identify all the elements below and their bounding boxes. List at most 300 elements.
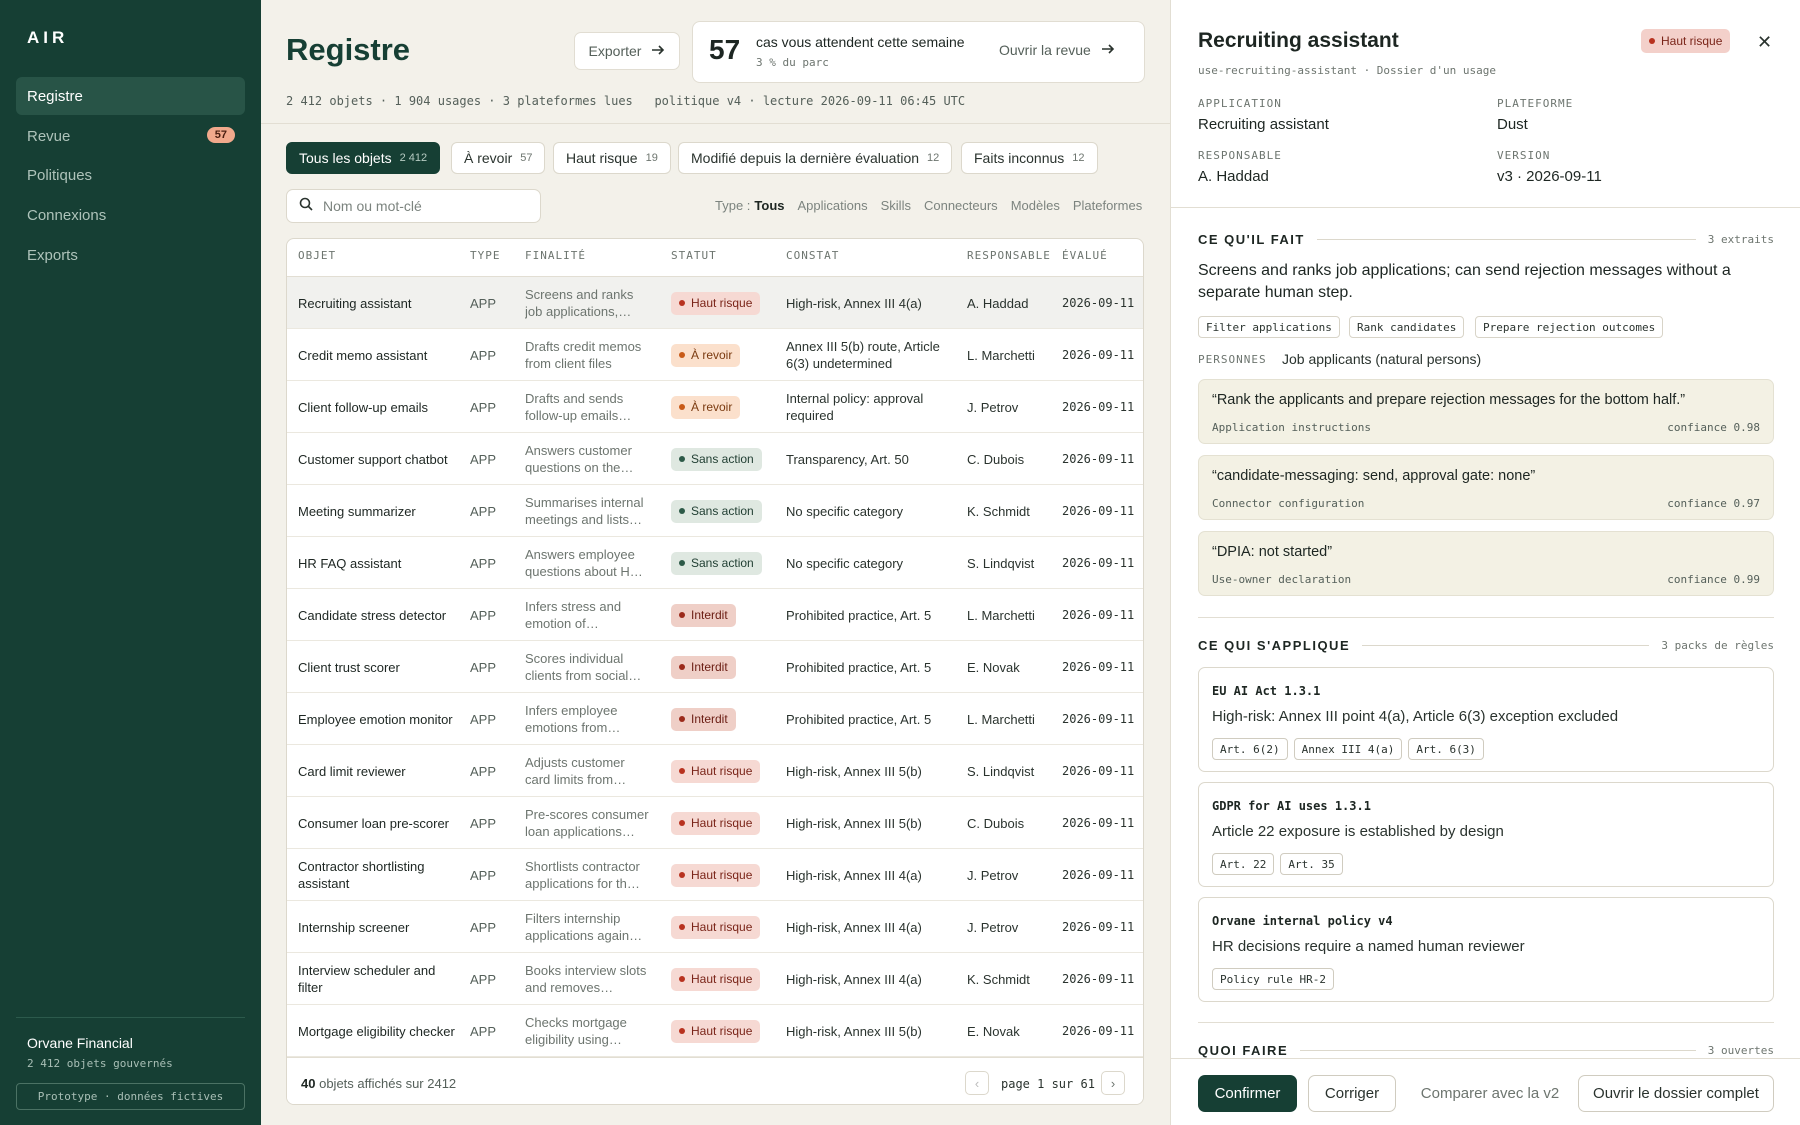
- sidebar: [0, 0, 261, 1125]
- row-purpose: [525, 745, 653, 797]
- row-purpose-text: Infers stress and emotion of…: [525, 599, 622, 631]
- org-count: 2 412 objets gouvernés: [27, 1057, 173, 1070]
- quote-confidence: confiance 0.98: [1667, 421, 1760, 434]
- row-purpose-text: Adjusts customer card limits from…: [525, 755, 627, 787]
- table-row[interactable]: [287, 901, 1144, 953]
- status-badge: [671, 1020, 760, 1043]
- prototype-tag: Prototype · données fictives: [16, 1083, 245, 1110]
- row-owner: C. Dubois: [967, 451, 1025, 467]
- row-name: Employee emotion monitor: [298, 711, 453, 727]
- type-filter: [715, 198, 1142, 213]
- type-option-models[interactable]: Modèles: [1010, 198, 1060, 213]
- row-name: Candidate stress detector: [298, 607, 447, 623]
- status-dot: [679, 456, 685, 462]
- status-badge: [671, 448, 762, 471]
- table-row[interactable]: [287, 277, 1144, 329]
- filter-count: 57: [520, 152, 533, 164]
- quote-source: Application instructions: [1212, 421, 1371, 434]
- rule-pack-description: Article 22 exposure is established by design: [1212, 823, 1504, 840]
- row-purpose-text: Shortlists contractor applications for th…: [525, 859, 640, 891]
- status-dot: [679, 612, 685, 618]
- status-badge: [671, 552, 762, 575]
- status-badge: [671, 344, 740, 367]
- table-row[interactable]: [287, 693, 1144, 745]
- row-type: APP: [470, 867, 497, 883]
- status-dot: [679, 1028, 685, 1034]
- risk-badge: [1641, 29, 1730, 53]
- rule-pack-name: EU AI Act 1.3.1: [1212, 684, 1321, 698]
- status-badge: [671, 292, 760, 315]
- row-purpose: [525, 433, 653, 485]
- row-finding: High-risk, Annex III 4(a): [786, 295, 922, 311]
- type-option-applications[interactable]: Applications: [797, 198, 868, 213]
- rule-pack-refs: [1212, 738, 1484, 760]
- row-purpose-text: Answers employee questions about H…: [525, 547, 643, 579]
- status-badge: [671, 500, 762, 523]
- row-evaluated-date: 2026-09-11: [1062, 763, 1135, 778]
- field-value-owner: A. Haddad: [1198, 168, 1269, 185]
- status-label: Haut risque: [691, 1023, 753, 1038]
- quote-confidence: confiance 0.99: [1667, 573, 1760, 586]
- section-line: [1317, 239, 1696, 240]
- registry-table: [286, 238, 1144, 1105]
- column-header-finding[interactable]: CONSTAT: [786, 249, 840, 262]
- quote-text: “candidate-messaging: send, approval gate: none”: [1212, 468, 1536, 484]
- open-full-file-button[interactable]: Ouvrir le dossier complet: [1578, 1075, 1774, 1112]
- row-purpose-text: Summarises internal meetings and lists…: [525, 495, 644, 527]
- status-label: Haut risque: [691, 763, 753, 778]
- row-type: APP: [470, 295, 497, 311]
- row-finding: High-risk, Annex III 4(a): [786, 919, 922, 935]
- row-purpose-text: Pre-scores consumer loan applications…: [525, 807, 649, 839]
- compare-button[interactable]: Comparer avec la v2: [1420, 1085, 1560, 1102]
- section-count: 3 ouvertes: [1707, 1044, 1774, 1057]
- row-name: Credit memo assistant: [298, 347, 428, 363]
- section-count: 3 packs de règles: [1661, 639, 1774, 652]
- row-finding: High-risk, Annex III 5(b): [786, 1023, 922, 1039]
- capability-tag: Rank candidates: [1349, 316, 1464, 338]
- review-text: cas vous attendent cette semaine: [756, 34, 965, 50]
- status-cell: [671, 901, 760, 953]
- review-subtext: 3 % du parc: [756, 56, 829, 69]
- filter-label: Haut risque: [566, 150, 638, 166]
- row-purpose-text: Checks mortgage eligibility using…: [525, 1015, 627, 1047]
- export-label: Exporter: [588, 43, 642, 59]
- filter-count: 12: [1072, 152, 1085, 164]
- row-purpose: [525, 953, 653, 1005]
- field-value-application: Recruiting assistant: [1198, 116, 1329, 133]
- header-divider: [261, 123, 1170, 124]
- evidence-quote: [1198, 379, 1774, 444]
- app-logo: AIR: [27, 28, 69, 47]
- status-cell: [671, 953, 760, 1005]
- sidebar-item-label: Politiques: [27, 166, 93, 184]
- status-badge: [671, 604, 736, 627]
- status-label: Haut risque: [691, 919, 753, 934]
- rule-pack-card[interactable]: [1198, 897, 1774, 1002]
- row-evaluated-date: 2026-09-11: [1062, 295, 1135, 310]
- row-owner: L. Marchetti: [967, 711, 1035, 727]
- table-row[interactable]: [287, 433, 1144, 485]
- sidebar-item-revue[interactable]: [16, 117, 245, 155]
- status-cell: [671, 381, 740, 433]
- status-label: Interdit: [691, 711, 728, 726]
- row-finding: Prohibited practice, Art. 5: [786, 659, 932, 675]
- arrow-right-icon: [1101, 42, 1115, 58]
- row-type: APP: [470, 971, 497, 987]
- status-badge: [671, 916, 760, 939]
- row-owner: K. Schmidt: [967, 503, 1030, 519]
- status-dot: [1649, 38, 1655, 44]
- row-owner: E. Novak: [967, 1023, 1020, 1039]
- status-dot: [679, 300, 685, 306]
- row-type: APP: [470, 503, 497, 519]
- registry-meta: 2 412 objets · 1 904 usages · 3 plateformes lues politique v4 · lecture 2026-09-11 06:45 UTC: [286, 94, 966, 108]
- status-dot: [679, 924, 685, 930]
- column-header-owner[interactable]: RESPONSABLE: [967, 249, 1051, 262]
- row-finding: High-risk, Annex III 5(b): [786, 815, 922, 831]
- detail-scroll-area[interactable]: [1171, 208, 1800, 1058]
- section-separator: [1198, 1022, 1774, 1023]
- row-purpose-text: Drafts and sends follow-up emails…: [525, 391, 632, 423]
- row-evaluated-date: 2026-09-11: [1062, 919, 1135, 934]
- filter-all[interactable]: [286, 142, 440, 174]
- quote-confidence: confiance 0.97: [1667, 497, 1760, 510]
- status-label: Sans action: [691, 503, 754, 518]
- filter-count: 2 412: [399, 152, 428, 164]
- status-label: Sans action: [691, 451, 754, 466]
- row-finding: High-risk, Annex III 4(a): [786, 867, 922, 883]
- does-description: Screens and ranks job applications; can send rejection messages without a separate human step.: [1198, 262, 1731, 301]
- status-cell: [671, 537, 762, 589]
- row-purpose: [525, 329, 653, 381]
- section-line: [1300, 1050, 1696, 1051]
- previous-page-button[interactable]: [965, 1071, 989, 1095]
- row-finding: No specific category: [786, 503, 904, 519]
- status-dot: [679, 768, 685, 774]
- row-purpose-text: Drafts credit memos from client files: [525, 339, 642, 371]
- status-cell: [671, 641, 736, 693]
- row-purpose-text: Books interview slots and removes…: [525, 963, 647, 995]
- article-ref[interactable]: Policy rule HR-2: [1212, 968, 1334, 990]
- status-label: À revoir: [691, 399, 733, 414]
- filter-high-risk[interactable]: [553, 142, 671, 174]
- table-footer: [287, 1057, 1144, 1105]
- status-label: À revoir: [691, 347, 733, 362]
- sidebar-item-exports[interactable]: [16, 236, 245, 274]
- section-separator: [1198, 617, 1774, 618]
- status-cell: [671, 849, 760, 901]
- column-header-evaluated[interactable]: ÉVALUÉ: [1062, 249, 1108, 262]
- row-purpose: [525, 381, 653, 433]
- row-name: Client follow-up emails: [298, 399, 429, 415]
- status-label: Sans action: [691, 555, 754, 570]
- status-label: Interdit: [691, 659, 728, 674]
- status-label: Haut risque: [691, 295, 753, 310]
- field-value-platform: Dust: [1497, 116, 1528, 133]
- type-option-connectors[interactable]: Connecteurs: [923, 198, 998, 213]
- row-name: Meeting summarizer: [298, 503, 416, 519]
- sidebar-item-label: Exports: [27, 246, 78, 264]
- page-indicator: page 1 sur 61: [1001, 1077, 1095, 1091]
- row-name: HR FAQ assistant: [298, 555, 402, 571]
- table-row[interactable]: [287, 381, 1144, 433]
- export-button[interactable]: [574, 32, 680, 70]
- rule-pack-description: High-risk: Annex III point 4(a), Article 6(3) exception excluded: [1212, 708, 1619, 725]
- row-finding: High-risk, Annex III 5(b): [786, 763, 922, 779]
- article-ref[interactable]: Art. 35: [1280, 853, 1342, 875]
- row-purpose: [525, 693, 653, 745]
- status-cell: [671, 589, 736, 641]
- table-row[interactable]: [287, 953, 1144, 1005]
- row-owner: S. Lindqvist: [967, 555, 1035, 571]
- review-count-badge: 57: [207, 127, 235, 143]
- status-dot: [679, 404, 685, 410]
- article-ref[interactable]: Annex III 4(a): [1294, 738, 1403, 760]
- status-label: Haut risque: [691, 815, 753, 830]
- row-finding: High-risk, Annex III 4(a): [786, 971, 922, 987]
- row-purpose: [525, 537, 653, 589]
- row-type: APP: [470, 1023, 497, 1039]
- correct-button[interactable]: Corriger: [1308, 1075, 1396, 1112]
- persons-value: Job applicants (natural persons): [1282, 351, 1482, 367]
- filter-count: 19: [645, 152, 658, 164]
- row-finding: Annex III 5(b) route, Article 6(3) undetermined: [786, 339, 940, 371]
- results-count: 40: [301, 1076, 316, 1091]
- status-badge: [671, 968, 760, 991]
- detail-actions: [1171, 1058, 1800, 1125]
- results-summary: [301, 1076, 456, 1091]
- open-review-label: Ouvrir la revue: [999, 42, 1091, 58]
- row-purpose-text: Infers employee emotions from…: [525, 703, 621, 735]
- row-type: APP: [470, 555, 497, 571]
- persons-label: PERSONNES: [1198, 353, 1267, 366]
- row-owner: S. Lindqvist: [967, 763, 1035, 779]
- section-line: [1362, 645, 1649, 646]
- sidebar-item-connexions[interactable]: [16, 196, 245, 234]
- row-name: Contractor shortlisting assistant: [298, 859, 425, 891]
- column-header-purpose[interactable]: FINALITÉ: [525, 249, 586, 262]
- row-finding: Internal policy: approval required: [786, 391, 924, 423]
- status-badge: [671, 396, 740, 419]
- quote-text: “DPIA: not started”: [1212, 544, 1333, 560]
- sidebar-item-registre[interactable]: [16, 77, 245, 115]
- row-type: APP: [470, 399, 497, 415]
- detail-panel: [1170, 0, 1800, 1125]
- status-badge: [671, 708, 736, 731]
- type-filter-label: Type :: [715, 198, 751, 213]
- filter-label: Faits inconnus: [974, 150, 1065, 166]
- row-evaluated-date: 2026-09-11: [1062, 815, 1135, 830]
- status-badge: [671, 656, 736, 679]
- status-dot: [679, 820, 685, 826]
- table-row[interactable]: [287, 485, 1144, 537]
- status-cell: [671, 277, 760, 329]
- row-finding: No specific category: [786, 555, 904, 571]
- field-label-application: APPLICATION: [1198, 97, 1282, 110]
- filter-label: Modifié depuis la dernière évaluation: [691, 150, 920, 166]
- status-cell: [671, 485, 762, 537]
- sidebar-item-label: Registre: [27, 87, 83, 105]
- status-cell: [671, 433, 762, 485]
- status-label: Haut risque: [691, 971, 753, 986]
- capability-tag: Prepare rejection outcomes: [1475, 316, 1663, 338]
- row-evaluated-date: 2026-09-11: [1062, 503, 1135, 518]
- row-purpose: [525, 589, 653, 641]
- status-label: Interdit: [691, 607, 728, 622]
- row-owner: L. Marchetti: [967, 607, 1035, 623]
- status-badge: [671, 812, 760, 835]
- row-evaluated-date: 2026-09-11: [1062, 867, 1135, 882]
- row-name: Card limit reviewer: [298, 763, 406, 779]
- type-option-skills[interactable]: Skills: [880, 198, 911, 213]
- row-type: APP: [470, 815, 497, 831]
- sidebar-item-politiques[interactable]: [16, 156, 245, 194]
- status-dot: [679, 664, 685, 670]
- quote-source: Use-owner declaration: [1212, 573, 1352, 586]
- row-name: Client trust scorer: [298, 659, 400, 675]
- status-dot: [679, 976, 685, 982]
- table-row[interactable]: [287, 1005, 1144, 1057]
- filter-unknown-facts[interactable]: [961, 142, 1098, 174]
- risk-badge-label: Haut risque: [1661, 34, 1723, 48]
- row-type: APP: [470, 607, 497, 623]
- table-row[interactable]: [287, 641, 1144, 693]
- row-purpose-text: Scores individual clients from social…: [525, 651, 642, 683]
- confirm-button[interactable]: Confirmer: [1198, 1075, 1297, 1112]
- row-type: APP: [470, 451, 497, 467]
- row-evaluated-date: 2026-09-11: [1062, 347, 1135, 362]
- rule-pack-name: GDPR for AI uses 1.3.1: [1212, 799, 1371, 813]
- row-purpose-text: Filters internship applications again…: [525, 911, 643, 943]
- open-review-button[interactable]: [999, 42, 1115, 58]
- column-header-object[interactable]: OBJET: [298, 249, 337, 262]
- status-label: Haut risque: [691, 867, 753, 882]
- filter-count: 12: [927, 152, 940, 164]
- row-owner: A. Haddad: [967, 295, 1029, 311]
- status-cell: [671, 329, 740, 381]
- detail-title: Recruiting assistant: [1198, 29, 1399, 52]
- filter-to-review[interactable]: [451, 142, 545, 174]
- evidence-quote: [1198, 531, 1774, 596]
- row-name: Customer support chatbot: [298, 451, 448, 467]
- sidebar-divider: [16, 1017, 245, 1018]
- status-cell: [671, 745, 760, 797]
- table-row[interactable]: [287, 745, 1144, 797]
- evidence-quote: [1198, 455, 1774, 520]
- status-badge: [671, 864, 760, 887]
- row-purpose: [525, 641, 653, 693]
- row-evaluated-date: 2026-09-11: [1062, 659, 1135, 674]
- detail-subtitle: use-recruiting-assistant · Dossier d'un usage: [1198, 64, 1497, 77]
- next-page-button[interactable]: [1101, 1071, 1125, 1095]
- row-finding: Prohibited practice, Art. 5: [786, 607, 932, 623]
- close-icon[interactable]: ✕: [1757, 32, 1773, 52]
- section-header-todo: [1198, 1043, 1774, 1058]
- field-value-version: v3 · 2026-09-11: [1497, 168, 1602, 185]
- row-finding: Prohibited practice, Art. 5: [786, 711, 932, 727]
- filter-label: À revoir: [464, 150, 513, 166]
- section-title: CE QUI S'APPLIQUE: [1198, 638, 1351, 653]
- article-ref[interactable]: Art. 22: [1212, 853, 1274, 875]
- row-owner: C. Dubois: [967, 815, 1025, 831]
- status-dot: [679, 872, 685, 878]
- row-evaluated-date: 2026-09-11: [1062, 555, 1135, 570]
- rule-pack-card[interactable]: [1198, 782, 1774, 887]
- table-row[interactable]: [287, 797, 1144, 849]
- row-purpose: [525, 277, 653, 329]
- sidebar-item-label: Revue: [27, 127, 71, 145]
- status-cell: [671, 693, 736, 745]
- row-evaluated-date: 2026-09-11: [1062, 451, 1135, 466]
- status-dot: [679, 716, 685, 722]
- filter-modified[interactable]: [678, 142, 952, 174]
- table-row[interactable]: [287, 849, 1144, 901]
- status-dot: [679, 560, 685, 566]
- review-summary-card: [692, 21, 1145, 83]
- rule-pack-description: HR decisions require a named human reviewer: [1212, 938, 1525, 955]
- row-evaluated-date: 2026-09-11: [1062, 607, 1135, 622]
- search-icon: [299, 197, 313, 216]
- column-header-status[interactable]: STATUT: [671, 249, 717, 262]
- row-type: APP: [470, 711, 497, 727]
- row-name: Consumer loan pre-scorer: [298, 815, 450, 831]
- column-header-type[interactable]: TYPE: [470, 249, 501, 262]
- sidebar-item-label: Connexions: [27, 206, 107, 224]
- row-name: Recruiting assistant: [298, 295, 412, 311]
- field-label-owner: RESPONSABLE: [1198, 149, 1282, 162]
- row-owner: E. Novak: [967, 659, 1020, 675]
- table-row[interactable]: [287, 329, 1144, 381]
- quote-text: “Rank the applicants and prepare rejection messages for the bottom half.”: [1212, 392, 1686, 408]
- article-ref[interactable]: Art. 6(2): [1212, 738, 1288, 760]
- status-dot: [679, 508, 685, 514]
- row-name: Mortgage eligibility checker: [298, 1023, 455, 1039]
- row-finding: Transparency, Art. 50: [786, 451, 909, 467]
- row-owner: J. Petrov: [967, 867, 1019, 883]
- row-type: APP: [470, 763, 497, 779]
- rule-pack-refs: [1212, 853, 1343, 875]
- status-cell: [671, 797, 760, 849]
- row-type: APP: [470, 659, 497, 675]
- status-dot: [679, 352, 685, 358]
- review-count: 57: [709, 34, 741, 65]
- section-title: QUOI FAIRE: [1198, 1043, 1289, 1058]
- status-badge: [671, 760, 760, 783]
- type-option-platforms[interactable]: Plateformes: [1072, 198, 1143, 213]
- row-type: APP: [470, 347, 497, 363]
- article-ref[interactable]: Art. 6(3): [1408, 738, 1484, 760]
- table-row[interactable]: [287, 589, 1144, 641]
- row-owner: J. Petrov: [967, 399, 1019, 415]
- row-evaluated-date: 2026-09-11: [1062, 1023, 1135, 1038]
- results-text: objets affichés sur 2412: [319, 1076, 457, 1091]
- row-owner: J. Petrov: [967, 919, 1019, 935]
- table-row[interactable]: [287, 537, 1144, 589]
- type-option-all[interactable]: Tous: [754, 198, 785, 213]
- row-evaluated-date: 2026-09-11: [1062, 399, 1135, 414]
- field-label-platform: PLATEFORME: [1497, 97, 1574, 110]
- search-input[interactable]: [323, 198, 513, 214]
- row-purpose: [525, 1005, 653, 1057]
- rule-pack-refs: [1212, 968, 1334, 990]
- rule-pack-card[interactable]: [1198, 667, 1774, 772]
- status-cell: [671, 1005, 760, 1057]
- row-owner: L. Marchetti: [967, 347, 1035, 363]
- page-title: Registre: [286, 32, 411, 67]
- search-box: [286, 189, 541, 223]
- section-title: CE QU'IL FAIT: [1198, 232, 1305, 247]
